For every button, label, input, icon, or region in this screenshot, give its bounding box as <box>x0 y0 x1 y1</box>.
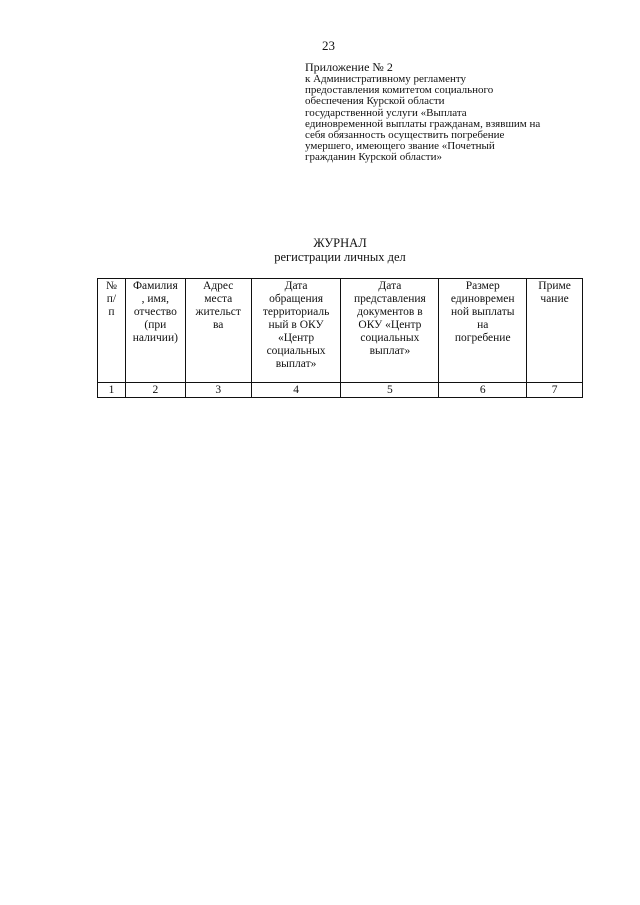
column-header-application-date: Дата обращения территориаль ный в ОКУ «Центр социальных выплат» <box>251 279 341 383</box>
column-number-cell: 5 <box>341 383 439 398</box>
column-header-note: Приме чание <box>527 279 583 383</box>
column-number-cell: 1 <box>98 383 126 398</box>
column-number-cell: 6 <box>439 383 527 398</box>
table-header-row <box>98 279 583 383</box>
column-number-cell: 2 <box>125 383 185 398</box>
column-number-cell: 7 <box>527 383 583 398</box>
appendix-line: обеспечения Курской области <box>305 95 445 108</box>
journal-heading <box>240 236 440 264</box>
column-header-number: № п/ п <box>98 279 126 383</box>
register-table <box>97 278 583 398</box>
appendix-title: Приложение № 2 <box>305 60 393 74</box>
appendix-line: предоставления комитетом социального <box>305 84 494 97</box>
appendix-line: умершего, имеющего звание «Почетный <box>305 140 495 153</box>
appendix-line: гражданин Курской области» <box>305 151 442 164</box>
column-header-address: Адрес места жительст ва <box>185 279 251 383</box>
appendix-line: единовременной выплаты гражданам, взявшим на <box>305 117 541 130</box>
column-number-cell: 3 <box>185 383 251 398</box>
page-number: 23 <box>322 38 335 53</box>
column-header-payment-amount: Размер единовремен ной выплаты на погребение <box>439 279 527 383</box>
appendix-line: государственной услуги «Выплата <box>305 106 467 119</box>
column-header-documents-date: Дата представления документов в ОКУ «Центр социальных выплат» <box>341 279 439 383</box>
appendix-line: себя обязанность осуществить погребение <box>305 129 505 142</box>
journal-title: ЖУРНАЛ <box>313 236 367 250</box>
table-row <box>98 383 583 398</box>
appendix-line: к Административному регламенту <box>305 73 467 85</box>
journal-subtitle: регистрации личных дел <box>274 250 406 264</box>
appendix-block <box>305 61 585 164</box>
column-header-full-name: Фамилия , имя, отчество (при наличии) <box>125 279 185 383</box>
column-number-cell: 4 <box>251 383 341 398</box>
